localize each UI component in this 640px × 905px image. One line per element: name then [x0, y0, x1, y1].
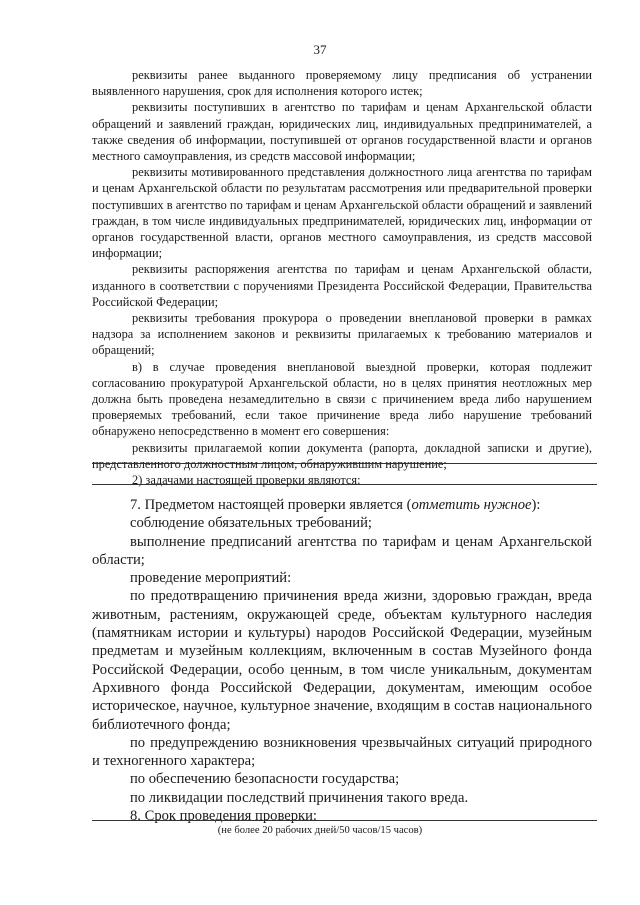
- list-item: выполнение предписаний агентства по тарифам и ценам Архангельской области;: [92, 533, 592, 568]
- paragraph: в) в случае проведения внеплановой выездной проверки, которая подлежит согласованию прокуратурой Архангельской области, но в целях принятия неотложных мер должна быть проведена незамедлительно в связи с причинением вреда либо нарушением проверяемых требований, если такое причинение вреда либо нарушение требований обнаружено непосредственно в момент его совершения:: [92, 359, 592, 439]
- basis-section: [92, 67, 592, 488]
- list-item: соблюдение обязательных требований;: [130, 515, 372, 532]
- subject-section: [92, 496, 592, 825]
- term-note: (не более 20 рабочих дней/50 часов/15 часов): [217, 825, 423, 836]
- section-7-heading: 7. Предметом настоящей проверки является (отметить нужное):: [130, 497, 541, 513]
- blank-fill-line: [92, 484, 597, 485]
- list-item: по обеспечению безопасности государства;: [130, 771, 400, 788]
- paragraph: реквизиты требования прокурора о проведении внеплановой проверки в рамках надзора за исполнением законов и реквизиты прилагаемых к требованию материалов и обращений;: [92, 311, 592, 358]
- list-item: проведение мероприятий:: [130, 570, 292, 587]
- blank-fill-line: [92, 463, 597, 464]
- paragraph: 2) задачами настоящей проверки являются:: [132, 473, 361, 488]
- blank-fill-line: [92, 820, 597, 821]
- paragraph: реквизиты мотивированного представления должностного лица агентства по тарифам и ценам Архангельской области по результатам рассмотрения или предварительной проверки поступивших в агентство по тарифам и ценам Архангельской области обращений и заявлений граждан, в том числе индивидуальных предпринимателей, юридических лиц, информации от органов государственной власти, органов местного самоуправления, из средств массовой информации;: [92, 165, 592, 261]
- list-item: по ликвидации последствий причинения такого вреда.: [130, 789, 469, 806]
- page-number: 37: [313, 42, 327, 57]
- paragraph: реквизиты распоряжения агентства по тарифам и ценам Архангельской области, изданного в соответствии с поручениями Президента Российской Федерации, Правительства Российской Федерации;: [92, 262, 592, 309]
- list-item: по предупреждению возникновения чрезвычайных ситуаций природного и техногенного характера;: [92, 734, 592, 770]
- section-8-heading: 8. Срок проведения проверки:: [130, 808, 317, 825]
- paragraph: реквизиты прилагаемой копии документа (рапорта, докладной записки и другие), представленного должностным лицом, обнаружившим нарушение;: [92, 440, 592, 471]
- paragraph: реквизиты ранее выданного проверяемому лицу предписания об устранении выявленного нарушения, срок для исполнения которого истек;: [92, 68, 592, 99]
- paragraph: реквизиты поступивших в агентство по тарифам и ценам Архангельской области обращений и заявлений граждан, юридических лиц, индивидуальных предпринимателей, а также сведения об информации, поступившей от органов государственной власти и органов местного самоуправления, из средств массовой информации;: [92, 100, 592, 164]
- italic-instruction: отметить нужное: [411, 497, 532, 513]
- list-item: по предотвращению причинения вреда жизни, здоровью граждан, вреда животным, растениям, окружающей среде, объектам культурного наследия (памятникам истории и культуры) народов Российской Федерации, музейным предметам и музейным коллекциям, включенным в состав Музейного фонда Российской Федерации, особо ценным, в том числе уникальным, документам Архивного фонда Российской Федерации, документам, имеющим особое историческое, научное, культурное значение, входящим в состав национального библиотечного фонда;: [92, 588, 592, 733]
